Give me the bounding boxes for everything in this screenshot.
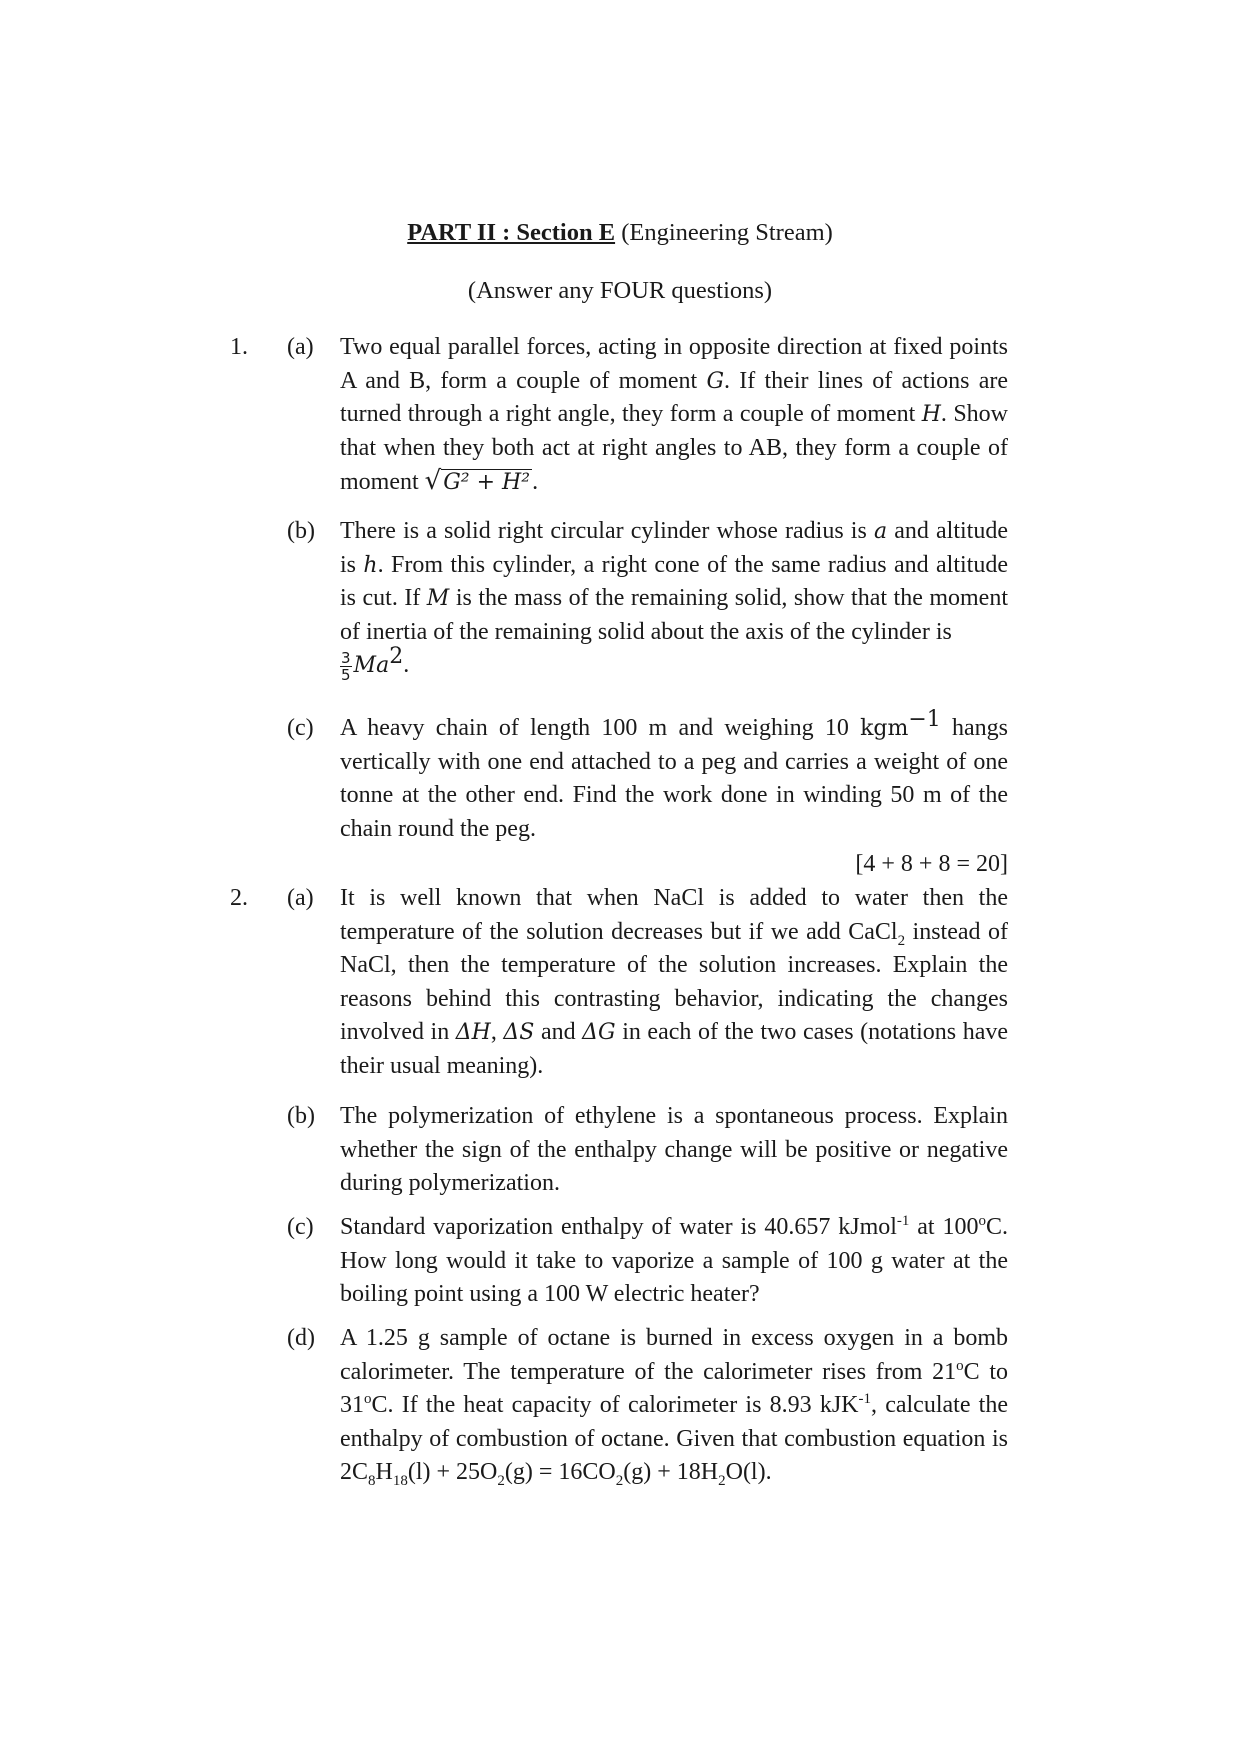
q1-part-c-label: (c) [287,715,314,741]
q1-part-b-text: There is a solid right circular cylinder whose radius is a and altitude is h. From this cylinder, a right cone of the same radius and altitude is cut. If M is the mass of the remaining solid, show that the moment of inertia of the remaining solid about the axis of the cylinder is $\frac{3}{5}$ Ma$^2$. [340,518,1009,684]
instruction-line: (Answer any FOUR questions) [467,277,773,304]
q1-marks: [4 + 8 + 8 = 20] [855,851,1008,877]
stream-label: (Engineering Stream) [621,219,833,246]
q2-part-d-label: (d) [287,1325,315,1351]
question-2-number: 2. [230,885,248,911]
q1-part-a-label: (a) [287,334,314,360]
q1-part-a-text: Two equal parallel forces, acting in opposite direction at fixed points A and B, form a couple of moment G. If their lines of actions are turned through a right angle, they form a couple of moment H. Show that when they both act at right angles to AB, they form a couple of moment √G² + H². [340,331,1008,500]
q1-part-c-text: A heavy chain of length 100 m and weighing 10 kgm$^{-1}$ hangs vertically with one end attached to a peg and carries a weight of one tonne at the other end. Find the work done in winding 50 m of the chain round the peg. [340,707,1009,842]
part-section-title: PART II : Section E [407,219,616,246]
q1-part-b-label: (b) [287,518,315,544]
sqrt-expression: √G² + H² [424,466,531,496]
q2-part-c-text: Standard vaporization enthalpy of water is 40.657 kJmol$^{-1}$ at 100$^o$C. How long would it take to vaporize a sample of 100 g water at the boiling point using a 100 W electric heater? [340,1213,1008,1307]
question-1-number: 1. [230,334,248,360]
q2-part-d-text: A 1.25 g sample of octane is burned in excess oxygen in a bomb calorimeter. The temperature of the calorimeter rises from 21$^o$C to 31$^o$C. If the heat capacity of calorimeter is 8.93 kJK$^{-1}$, calculate the enthalpy of combustion of octane. Given that combustion equation is $2C_8H_{18}(l) + 25O_2(g) = 16CO_2(g) + 18H_2O(l)$. [340,1325,1009,1489]
q2-part-a-text: It is well known that when NaCl is added to water then the temperature of the solution decreases but if we add CaCl$_2$ instead of NaCl, then the temperature of the solution increases. Explain the reasons behind this contrasting behavior, indicating the changes involved in ΔH, ΔS and ΔG in each of the two cases (notations have their usual meaning). [340,885,1008,1079]
section-heading [0,218,1240,248]
q2-part-c-label: (c) [287,1214,314,1240]
q2-part-a-label: (a) [287,885,314,911]
q2-part-b-label: (b) [287,1103,315,1129]
fraction: $\frac{3}{5}$ [341,648,351,684]
q2-part-b-text: The polymerization of ethylene is a spontaneous process. Explain whether the sign of the enthalpy change will be positive or negative during polymerization. [340,1103,1008,1196]
